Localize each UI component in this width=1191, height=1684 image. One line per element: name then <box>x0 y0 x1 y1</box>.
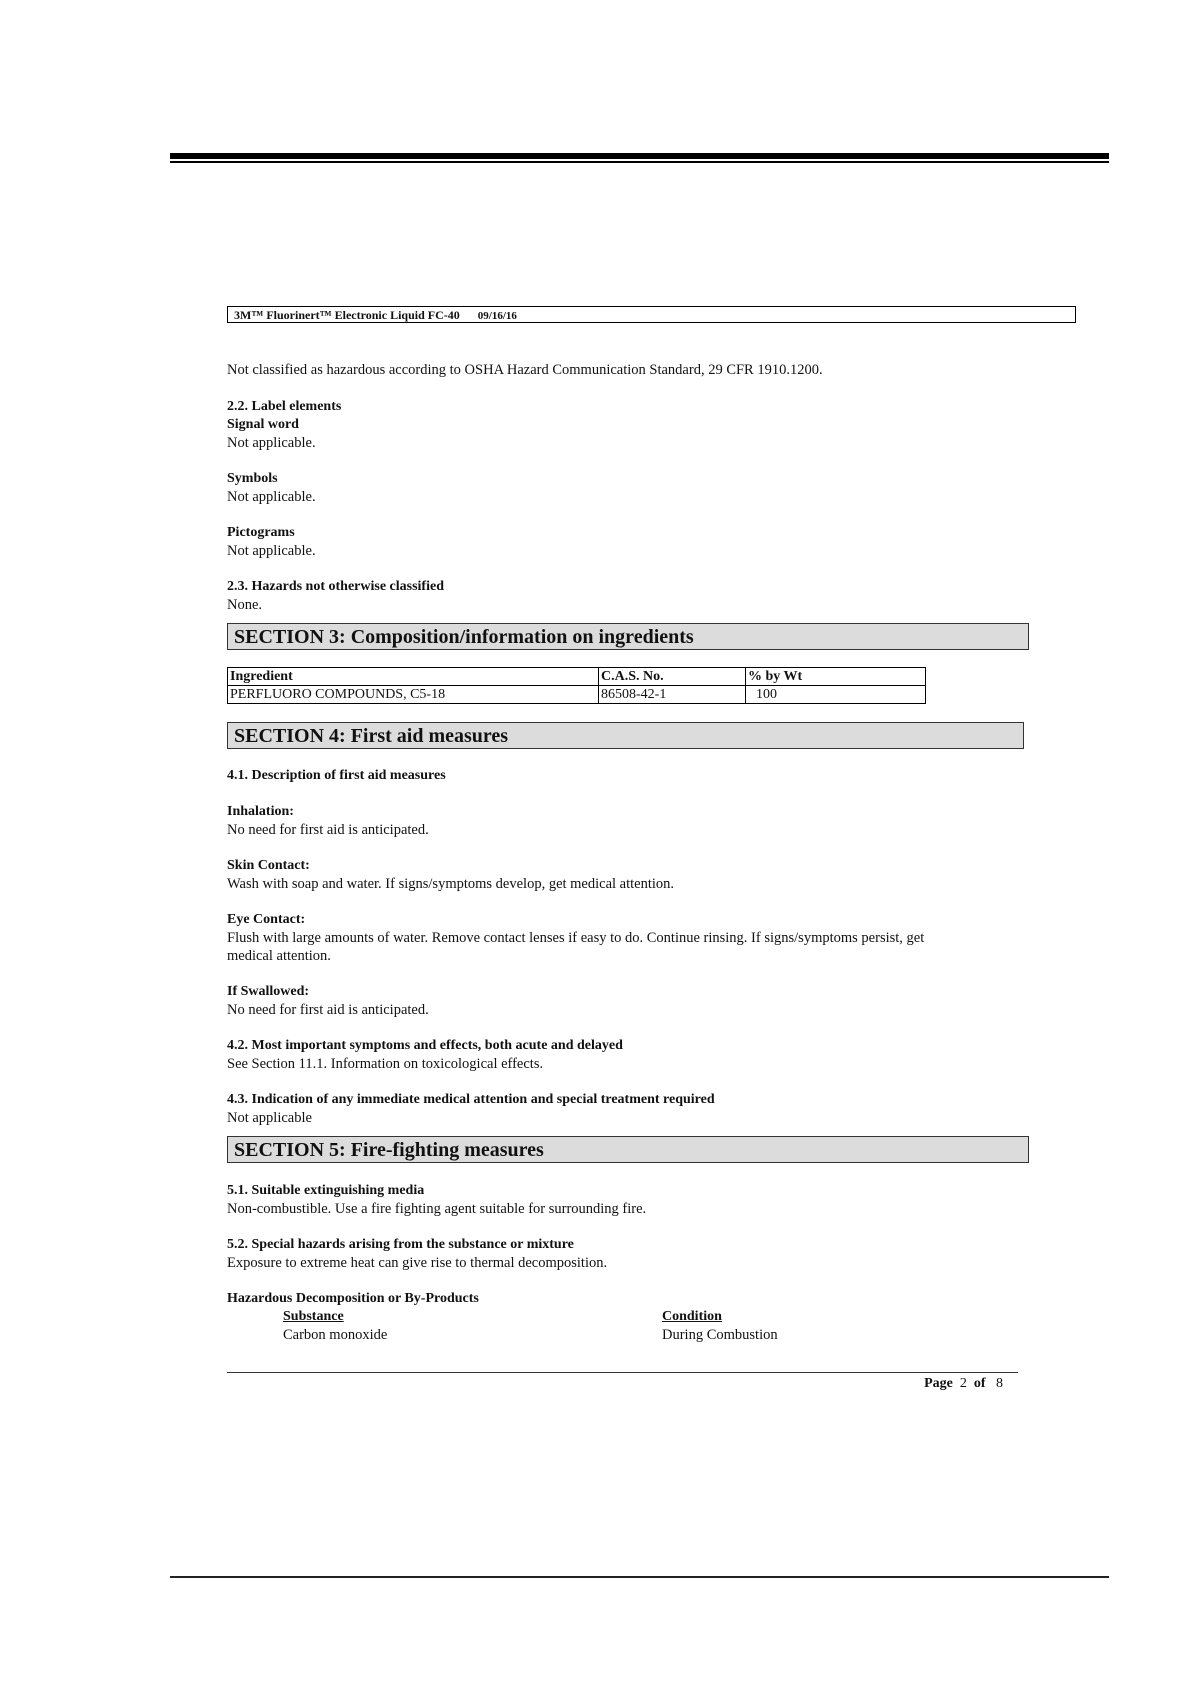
signal-word-value: Not applicable. <box>227 435 316 451</box>
symbols-value: Not applicable. <box>227 489 316 505</box>
bottom-rule <box>170 1576 1109 1578</box>
extinguishing-media-text: Non-combustible. Use a fire fighting agent suitable for surrounding fire. <box>227 1201 647 1217</box>
substance-column-header: Substance <box>283 1309 344 1324</box>
first-aid-description-heading: 4.1. Description of first aid measures <box>227 768 446 783</box>
top-rule-thin <box>170 161 1109 163</box>
osha-statement: Not classified as hazardous according to OSHA Hazard Communication Standard, 29 CFR 1910.1200. <box>227 362 823 378</box>
symptoms-text: See Section 11.1. Information on toxicological effects. <box>227 1056 544 1072</box>
special-hazards-text: Exposure to extreme heat can give rise to thermal decomposition. <box>227 1255 608 1271</box>
section-5-heading: SECTION 5: Fire-fighting measures <box>227 1136 1029 1163</box>
eye-contact-text: Flush with large amounts of water. Remove contact lenses if easy to do. Continue rinsing. If signs/symptoms persist, get <box>227 930 925 946</box>
medical-attention-text: Not applicable <box>227 1110 312 1126</box>
footer-rule <box>227 1372 1018 1373</box>
skin-contact-label: Skin Contact: <box>227 858 310 873</box>
eye-contact-label: Eye Contact: <box>227 912 306 927</box>
medical-attention-heading: 4.3. Indication of any immediate medical attention and special treatment required <box>227 1092 715 1107</box>
hnoc-heading: 2.3. Hazards not otherwise classified <box>227 579 444 594</box>
decomposition-table <box>227 1308 1077 1344</box>
condition-value: During Combustion <box>662 1327 778 1343</box>
section-4-heading: SECTION 4: First aid measures <box>227 722 1024 749</box>
substance-value: Carbon monoxide <box>283 1327 388 1343</box>
table-header-ingredient: Ingredient <box>228 668 599 686</box>
swallowed-label: If Swallowed: <box>227 984 310 999</box>
inhalation-label: Inhalation: <box>227 804 294 819</box>
product-name: 3M™ Fluorinert™ Electronic Liquid FC-40 <box>234 308 460 322</box>
page-content <box>227 306 1077 1393</box>
special-hazards-heading: 5.2. Special hazards arising from the substance or mixture <box>227 1237 574 1252</box>
label-elements-heading: 2.2. Label elements <box>227 399 342 414</box>
eye-contact-text-cont: medical attention. <box>227 948 331 964</box>
table-header-row <box>228 668 926 686</box>
condition-column-header: Condition <box>662 1309 722 1324</box>
page-number: Page 2 of 8 <box>924 1376 1003 1391</box>
table-cell-ingredient: PERFLUORO COMPOUNDS, C5-18 <box>228 686 599 704</box>
decomposition-heading: Hazardous Decomposition or By-Products <box>227 1291 479 1306</box>
hnoc-value: None. <box>227 597 263 613</box>
pictograms-label: Pictograms <box>227 525 295 540</box>
table-row <box>228 686 926 704</box>
ingredients-table <box>227 667 926 704</box>
table-header-weight: % by Wt <box>746 668 926 686</box>
document-header <box>227 306 1076 323</box>
section-3-heading: SECTION 3: Composition/information on ingredients <box>227 623 1029 650</box>
signal-word-label: Signal word <box>227 417 299 432</box>
top-rule <box>170 153 1109 159</box>
table-cell-cas: 86508-42-1 <box>599 686 746 704</box>
header-date: 09/16/16 <box>477 310 517 322</box>
table-cell-weight: 100 <box>746 686 926 704</box>
symbols-label: Symbols <box>227 471 278 486</box>
pictograms-value: Not applicable. <box>227 543 316 559</box>
swallowed-text: No need for first aid is anticipated. <box>227 1002 429 1018</box>
symptoms-heading: 4.2. Most important symptoms and effects, both acute and delayed <box>227 1038 623 1053</box>
extinguishing-media-heading: 5.1. Suitable extinguishing media <box>227 1183 425 1198</box>
skin-contact-text: Wash with soap and water. If signs/symptoms develop, get medical attention. <box>227 876 675 892</box>
inhalation-text: No need for first aid is anticipated. <box>227 822 429 838</box>
table-header-cas: C.A.S. No. <box>599 668 746 686</box>
